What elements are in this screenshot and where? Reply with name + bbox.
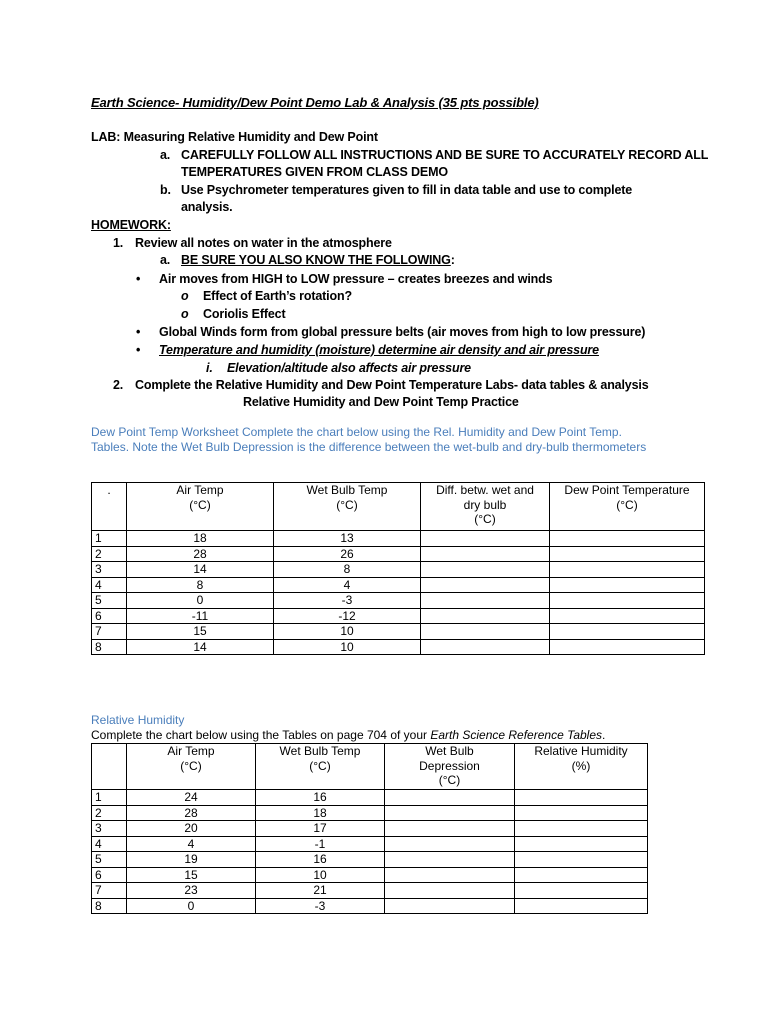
air-temp-cell: 14 (127, 562, 274, 578)
depression-cell[interactable] (385, 883, 515, 899)
row-number: 6 (92, 867, 127, 883)
roman-marker: i. (206, 361, 213, 375)
dew-point-cell[interactable] (550, 577, 705, 593)
difference-cell[interactable] (421, 624, 550, 640)
bullet-global-winds: Global Winds form from global pressure belts (air moves from high to low pressure) (159, 325, 646, 339)
dew-point-cell[interactable] (550, 624, 705, 640)
lab-a-line2: TEMPERATURES GIVEN FROM CLASS DEMO (181, 165, 448, 179)
air-temp-cell: 20 (127, 821, 256, 837)
lab-a-marker: a. (160, 148, 171, 162)
depression-cell[interactable] (385, 805, 515, 821)
bullet-marker: • (136, 272, 141, 286)
table-row (92, 546, 705, 562)
wet-bulb-cell: 16 (256, 852, 385, 868)
header-cell-dew-point: Dew Point Temperature (°C) (550, 483, 705, 531)
dew-point-cell[interactable] (550, 562, 705, 578)
row-number: 2 (92, 546, 127, 562)
homework-item2: Complete the Relative Humidity and Dew Point Temperature Labs- data tables & analysis (135, 378, 649, 392)
dew-point-cell[interactable] (550, 546, 705, 562)
bullet-marker: • (136, 325, 141, 339)
difference-cell[interactable] (421, 639, 550, 655)
depression-cell[interactable] (385, 790, 515, 806)
table-row (92, 898, 648, 914)
table-row (92, 608, 705, 624)
homework-item1-marker: 1. (113, 236, 124, 250)
sub-bullet-marker: o (181, 289, 189, 303)
row-number: 1 (92, 531, 127, 547)
depression-cell[interactable] (385, 898, 515, 914)
row-number: 8 (92, 898, 127, 914)
table-row (92, 639, 705, 655)
air-temp-cell: 14 (127, 639, 274, 655)
bullet-air-moves: Air moves from HIGH to LOW pressure – creates breezes and winds (159, 272, 553, 286)
table-row (92, 531, 705, 547)
table-header-row (92, 483, 705, 531)
sub-bullet-rotation: Effect of Earth’s rotation? (203, 289, 352, 303)
bullet-marker: • (136, 343, 141, 357)
relative-humidity-cell[interactable] (515, 790, 648, 806)
homework-heading: HOMEWORK: (91, 218, 171, 232)
air-temp-cell: 0 (127, 593, 274, 609)
air-temp-cell: 18 (127, 531, 274, 547)
wet-bulb-cell: 4 (274, 577, 421, 593)
wet-bulb-cell: 8 (274, 562, 421, 578)
header-cell-air-temp: Air Temp (°C) (127, 744, 256, 790)
wet-bulb-cell: 17 (256, 821, 385, 837)
row-number: 5 (92, 852, 127, 868)
table-row (92, 805, 648, 821)
air-temp-cell: -11 (127, 608, 274, 624)
row-number: 4 (92, 836, 127, 852)
air-temp-cell: 28 (127, 546, 274, 562)
depression-cell[interactable] (385, 852, 515, 868)
row-number: 8 (92, 639, 127, 655)
air-temp-cell: 15 (127, 867, 256, 883)
air-temp-cell: 15 (127, 624, 274, 640)
wet-bulb-cell: -3 (274, 593, 421, 609)
dew-point-table (91, 482, 705, 655)
practice-heading: Relative Humidity and Dew Point Temp Practice (243, 395, 519, 409)
header-cell-index: . (92, 483, 127, 531)
sub-bullet-marker: o (181, 307, 189, 321)
table-row (92, 883, 648, 899)
lab-heading: LAB: Measuring Relative Humidity and Dew Point (91, 130, 378, 144)
relative-humidity-intro: Complete the chart below using the Tables on page 704 of your Earth Science Reference Tables. (91, 728, 606, 742)
wet-bulb-cell: 10 (256, 867, 385, 883)
depression-cell[interactable] (385, 836, 515, 852)
air-temp-cell: 0 (127, 898, 256, 914)
air-temp-cell: 28 (127, 805, 256, 821)
wet-bulb-cell: 16 (256, 790, 385, 806)
relative-humidity-cell[interactable] (515, 836, 648, 852)
wet-bulb-cell: 10 (274, 624, 421, 640)
air-temp-cell: 23 (127, 883, 256, 899)
table-row (92, 790, 648, 806)
header-cell-relative-humidity: Relative Humidity (%) (515, 744, 648, 790)
difference-cell[interactable] (421, 531, 550, 547)
wet-bulb-cell: -3 (256, 898, 385, 914)
difference-cell[interactable] (421, 608, 550, 624)
roman-elevation: Elevation/altitude also affects air pressure (227, 361, 471, 375)
row-number: 6 (92, 608, 127, 624)
header-cell-index (92, 744, 127, 790)
row-number: 5 (92, 593, 127, 609)
header-cell-wet-bulb: Wet Bulb Temp (°C) (274, 483, 421, 531)
dew-point-cell[interactable] (550, 531, 705, 547)
row-number: 7 (92, 624, 127, 640)
row-number: 2 (92, 805, 127, 821)
bullet-temp-humidity: Temperature and humidity (moisture) determine air density and air pressure (159, 343, 599, 357)
homework-a-text: BE SURE YOU ALSO KNOW THE FOLLOWING: (181, 253, 455, 267)
wet-bulb-cell: 10 (274, 639, 421, 655)
relative-humidity-cell[interactable] (515, 821, 648, 837)
table-row (92, 593, 705, 609)
table-row (92, 821, 648, 837)
page-title: Earth Science- Humidity/Dew Point Demo Lab & Analysis (35 pts possible) (91, 95, 539, 110)
air-temp-cell: 24 (127, 790, 256, 806)
relative-humidity-cell[interactable] (515, 883, 648, 899)
relative-humidity-cell[interactable] (515, 898, 648, 914)
table-row (92, 836, 648, 852)
dew-point-intro-line2: Tables. Note the Wet Bulb Depression is the difference between the wet-bulb and dry-bulb thermometers (91, 440, 647, 454)
table-row (92, 562, 705, 578)
difference-cell[interactable] (421, 562, 550, 578)
homework-item2-marker: 2. (113, 378, 124, 392)
table-row (92, 624, 705, 640)
table-row (92, 867, 648, 883)
lab-a-line1: CAREFULLY FOLLOW ALL INSTRUCTIONS AND BE SURE TO ACCURATELY RECORD ALL (181, 148, 709, 162)
wet-bulb-cell: -1 (256, 836, 385, 852)
dew-point-cell[interactable] (550, 608, 705, 624)
header-cell-air-temp: Air Temp (°C) (127, 483, 274, 531)
wet-bulb-cell: 26 (274, 546, 421, 562)
wet-bulb-cell: 18 (256, 805, 385, 821)
table-header-row (92, 744, 648, 790)
table-row (92, 577, 705, 593)
wet-bulb-cell: -12 (274, 608, 421, 624)
homework-item1: Review all notes on water in the atmosphere (135, 236, 392, 250)
air-temp-cell: 4 (127, 836, 256, 852)
dew-point-cell[interactable] (550, 639, 705, 655)
relative-humidity-cell[interactable] (515, 852, 648, 868)
wet-bulb-cell: 13 (274, 531, 421, 547)
depression-cell[interactable] (385, 867, 515, 883)
homework-a-marker: a. (160, 253, 171, 267)
row-number: 7 (92, 883, 127, 899)
relative-humidity-cell[interactable] (515, 805, 648, 821)
header-cell-depression: Wet Bulb Depression (°C) (385, 744, 515, 790)
difference-cell[interactable] (421, 546, 550, 562)
header-cell-difference: Diff. betw. wet and dry bulb (°C) (421, 483, 550, 531)
lab-b-line1: Use Psychrometer temperatures given to fill in data table and use to complete (181, 183, 633, 197)
air-temp-cell: 8 (127, 577, 274, 593)
lab-b-line2: analysis. (181, 200, 233, 214)
relative-humidity-heading: Relative Humidity (91, 713, 185, 727)
lab-b-marker: b. (160, 183, 171, 197)
difference-cell[interactable] (421, 577, 550, 593)
depression-cell[interactable] (385, 821, 515, 837)
row-number: 1 (92, 790, 127, 806)
sub-bullet-coriolis: Coriolis Effect (203, 307, 286, 321)
table-row (92, 852, 648, 868)
relative-humidity-cell[interactable] (515, 867, 648, 883)
row-number: 3 (92, 562, 127, 578)
header-cell-wet-bulb: Wet Bulb Temp (°C) (256, 744, 385, 790)
row-number: 3 (92, 821, 127, 837)
relative-humidity-table (91, 743, 648, 914)
row-number: 4 (92, 577, 127, 593)
difference-cell[interactable] (421, 593, 550, 609)
wet-bulb-cell: 21 (256, 883, 385, 899)
air-temp-cell: 19 (127, 852, 256, 868)
dew-point-intro-line1: Dew Point Temp Worksheet Complete the chart below using the Rel. Humidity and Dew Point Temp. (91, 425, 622, 439)
dew-point-cell[interactable] (550, 593, 705, 609)
